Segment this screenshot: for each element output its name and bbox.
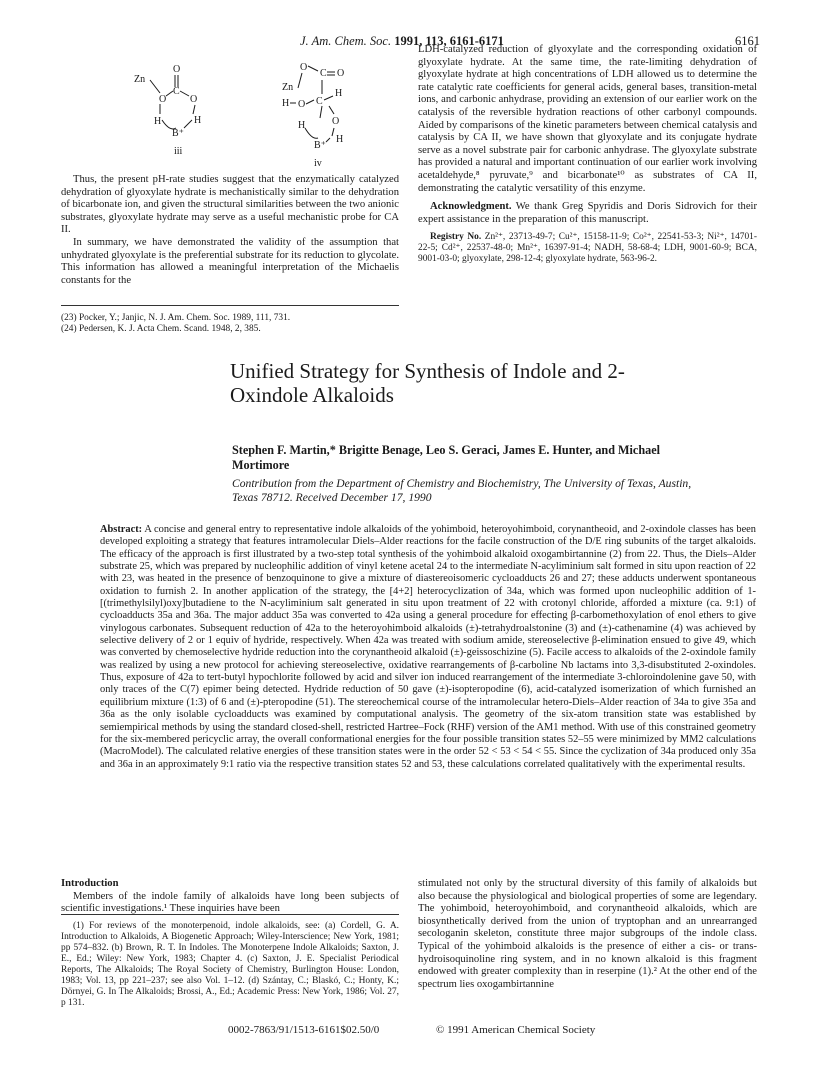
article-affiliation: Contribution from the Department of Chemistry and Biochemistry, The University of Texas, Austin, Texas 78712. Received December 17, 1990: [232, 477, 692, 504]
intro-footnote: [61, 921, 399, 1009]
atom-label: Zn: [134, 74, 146, 85]
structure-label: iii: [174, 146, 183, 157]
footnote-rule: [61, 305, 399, 306]
atom-label: O: [159, 94, 167, 105]
chem-structure-iii: [100, 58, 220, 158]
atom-label: C: [320, 68, 327, 79]
registry-text: Zn²⁺, 23713-49-7; Cu²⁺, 15158-11-9; Co²⁺, 22541-53-3; Ni²⁺, 14701-22-5; Cd²⁺, 22537-48-0; Mn²⁺, 16397-91-4; NADH, 58-68-4; LDH, 9001-60-9; BCA, 9001-03-0; glyoxylate, 298-12-4; glyoxylate hydrate, 563-96-2.: [418, 232, 757, 265]
right-column-top: [418, 44, 757, 265]
abstract-text: A concise and general entry to representative indole alkaloids of the yohimboid, heteroyohimboid, corynantheoid, and 2-oxindole classes has been developed exploiting a strategy that features intramolecular Diels–Alder reactions for the facile construction of the D/E ring subunits of the target alkaloids. The efficacy of the approach is first illustrated by a two-step total synthesis of the yohimboid alkaloid oxogambirtannine (2) from 22. Thus, the Diels–Alder substrate 25, which was prepared by nucleophilic addition of vinyl ketene acetal 24 to the intermediate N-acyliminium salt formed in situ upon reaction of 22 with 23, was heated in the presence of benzoquinone to give a mixture of diastereoisomeric cycloadducts 26 and 27; these adducts underwent spontaneous oxidation to furnish 2. In another application of the strategy, the [4+2] heterocyclization of 34a, which was formed upon nucleophilic addition of 1-[(trimethylsilyl)oxy]butadiene to the N-acyliminium salt generated in situ upon treatment of 22 with crotonyl chloride, afforded a mixture (ca. 9:1) of cycloadducts 35a and 36a. The major adduct 35a was converted to 42a using a general procedure for effecting β-carbomethoxylation of enol ethers to give vinylogous carbonates. Subsequent reduction of 42a to the heteroyohimboid alkaloids (±)-tetrahydroalstonine (3) and (±)-cathenamine (4) was achieved by selective delivery of 2 or 1 equiv of hydride, respectively. When 42a was treated with sodium amide, stereoselective β-elimination ensued to give 49, which was converted by chemoselective hydride reduction into the corynantheoid alkaloid (±)-geissoschizine (5). Facile access to alkaloids of the 2-oxindole family was realized by using a new protocol for achieving stereoselective, oxidative rearrangements of β-carboline Nb lactams into 3,3-disubstituted 2-oxindoles. Thus, exposure of 42a to tert-butyl hypochlorite followed by acid and silver ion induced rearrangement of the intermediate 3-chloroindolenine gave 50, with only traces of the C(7) epimer being detected. Hydride reduction of 50 gave (±)-isopteropodine (6), acid-catalyzed isomerization of which furnished an equilibrium mixture (1:3) of 6 and (±)-pteropodine (51). The stereochemical course of the intramolecular hetero-Diels–Alder reaction of 34a to give 35a and 36a as the only isolable cycloadducts was examined by computational analysis. The geometry of the six-atom transition state was established by semiempirical methods by using the standard closed-shell, restricted Hartree–Fock (RHF) version of the AM1 method. With use of this constrained geometry for the six-membered pericyclic array, the overall conformational energies for the four possible transition states 52–55 were minimized by MM2 calculations (MacroModel). The calculated relative energies of these transition states were in the order 52 < 53 < 54 < 55. Since the cyclization of 34a produced only 35a and 36a in an approximately 9:1 ratio via the respective transition states 52 and 53, these calculations correlated qualitatively with the experimental results.: [100, 524, 756, 770]
atom-label: H: [298, 120, 306, 131]
body-paragraph: In summary, we have demonstrated the validity of the assumption that unhydrated glyoxylate is the preferential substrate for its reduction to glycolate. This information has allowed a meaningful interpretation of the Michaelis constants for the: [61, 236, 399, 286]
footer-code: 0002-7863/91/1513-6161$02.50/0: [228, 1024, 380, 1036]
atom-label: H: [282, 98, 290, 109]
structure-label: iv: [314, 158, 322, 169]
body-paragraph: stimulated not only by the structural diversity of this family of alkaloids but also because the physiological and biological properties of some are legendary. The yohimboid, heteroyohimboid, and corynantheoid alkaloids, which are biosynthetically derived from the union of tryptophan and an unrearranged secologanin skeleton, constitute three major subgroups of the indole class. Typical of the yohimboid alkaloids is the presence of either a cis- or trans-hydroisoquinoline ring system, and in no known alkaloid is this fragment endowed with greater complexity than in reserpine (1).² At the other end of the spectrum lies oxogambirtannine: [418, 878, 757, 990]
registry-label: Registry No.: [430, 232, 482, 243]
atom-label: C: [173, 86, 180, 97]
ack-text: We thank Greg Spyridis and Doris Sidrovich for their expert assistance in the preparation of this manuscript.: [418, 201, 757, 225]
acknowledgment: [418, 201, 757, 226]
atom-label: O: [173, 64, 181, 75]
left-column-top: [61, 174, 399, 287]
abstract: [100, 524, 756, 771]
footnote: (23) Pocker, Y.; Janjic, N. J. Am. Chem. Soc. 1989, 111, 731.: [61, 313, 291, 323]
atom-label: O: [332, 116, 340, 127]
footnote: (24) Pedersen, K. J. Acta Chem. Scand. 1948, 2, 385.: [61, 324, 261, 334]
intro-right: [418, 878, 757, 991]
footnote: (1) For reviews of the monoterpenoid, indole alkaloids, see: (a) Cordell, G. A. Introduction to Alkaloids, A Biogenetic Approach; Wiley-Interscience; New York, 1981; pp 574–832. (b) Brown, R. T. In Indoles. The Monoterpene Indole Alkaloids; Saxton, J. E., Ed.; Wiley: New York, 1983; Chapter 4. (c) Saxton, J. E. Specialist Periodical Reports, The Alkaloids; The Royal Society of Chemistry, Burlington House: London, 1983; Vol. 13, pp 221–237; see also Vol. 1–12. (d) Szántay, C.; Blaskó, C.; Honty, K.; Dörnyei, G. In The Alkaloids; Brossi, A., Ed.; Academic Press: New York, 1986; Vol. 27, p 131.: [61, 921, 399, 1008]
atom-label: B⁺: [172, 128, 184, 139]
atom-label: C: [316, 96, 323, 107]
body-paragraph: Members of the indole family of alkaloids have long been subjects of scientific investigations.¹ These inquiries have been: [61, 890, 399, 915]
intro-heading: Introduction: [61, 878, 119, 889]
footnote-rule: [61, 914, 399, 915]
chem-structure-iv: [238, 56, 368, 171]
atom-label: O: [300, 62, 308, 73]
atom-label: O: [298, 99, 306, 110]
abstract-label: Abstract:: [100, 524, 143, 535]
registry-numbers: [418, 232, 757, 265]
atom-label: Zn: [282, 82, 294, 93]
page-number: 6161: [735, 34, 760, 48]
atom-label: H: [194, 115, 202, 126]
atom-label: B⁺: [314, 140, 326, 151]
left-footnotes: [61, 313, 399, 335]
atom-label: H: [335, 88, 343, 99]
journal-citation: 1991, 113, 6161-6171: [394, 34, 504, 48]
atom-label: O: [190, 94, 198, 105]
article-authors: Stephen F. Martin,* Brigitte Benage, Leo S. Geraci, James E. Hunter, and Michael Mortimore: [232, 443, 661, 472]
body-paragraph: Thus, the present pH-rate studies suggest that the enzymatically catalyzed dehydration of glyoxylate hydrate is mechanistically similar to the dehydration of bicarbonate ion, and given the structural similarities between the two anionic substrates, glyoxylate hydrate may serve as a useful mechanistic probe for CA II.: [61, 174, 399, 236]
journal-name: J. Am. Chem. Soc.: [300, 34, 392, 48]
footer-copyright: © 1991 American Chemical Society: [436, 1024, 596, 1036]
article-title: Unified Strategy for Synthesis of Indole and 2-Oxindole Alkaloids: [230, 359, 625, 407]
body-paragraph: LDH-catalyzed reduction of glyoxylate and the corresponding oxidation of glyoxylate hydrate. At the same time, the rate-limiting dehydration of glyoxylate hydrate at high concentrations of LDH allowed us to determine the rate catalytic rate coefficients for general acids, general bases, transition-metal ions, and carbonic anhydrase, providing an extension of our earlier work on the catalysis of the reversible hydration reactions of other carbonyl compounds. Aided by comparisons of the kinetic parameters between chemical catalysis and catalysis by CA II, we have shown that glyoxylate and its conjugate hydrate serve as a novel substrate pair for carbonic anhydrase. The glyoxylate substrate has provided a natural and important continuation of our earlier work involving acetaldehyde,⁸ pyruvate,⁹ and bicarbonate¹⁰ as substrates of CA II, demonstrating the catalytic versatility of this enzyme.: [418, 44, 757, 194]
atom-label: O: [337, 68, 345, 79]
intro-left: [61, 878, 399, 916]
atom-label: H: [336, 134, 344, 145]
atom-label: H: [154, 116, 162, 127]
ack-label: Acknowledgment.: [430, 201, 512, 213]
